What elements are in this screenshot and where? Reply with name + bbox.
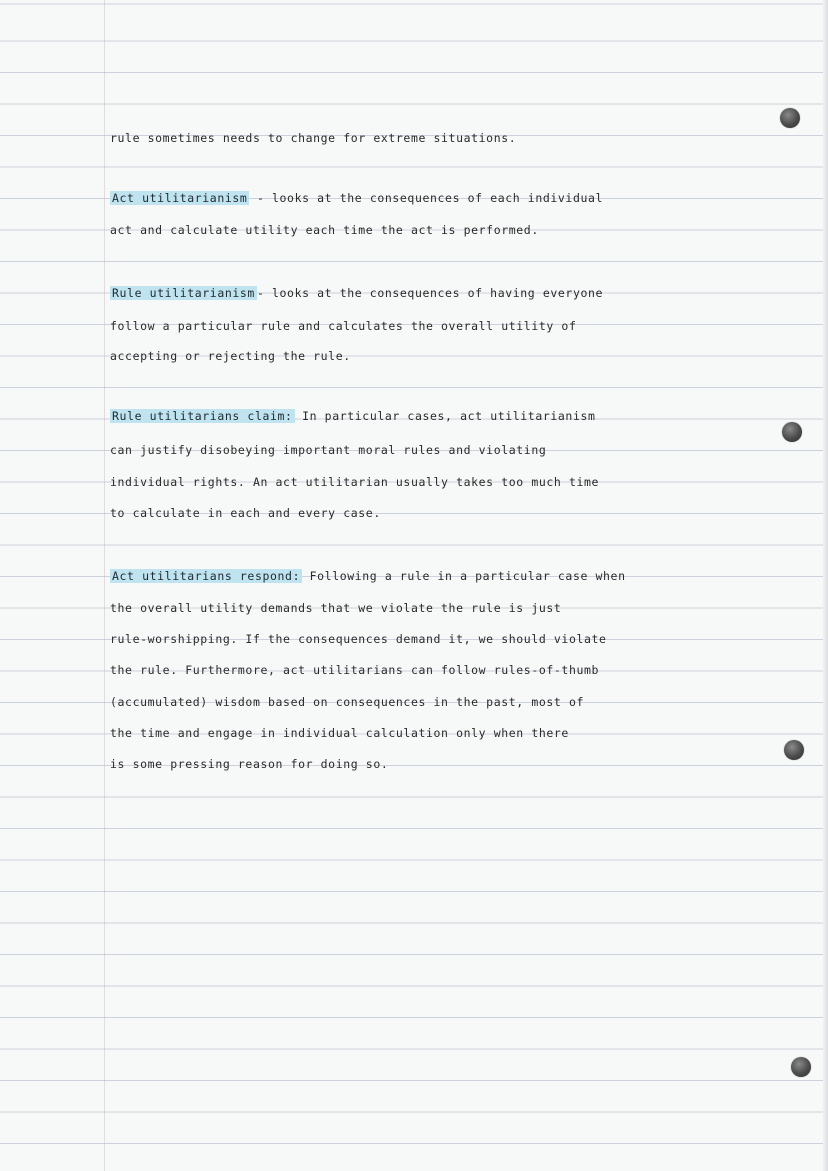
act-respond-line — [110, 568, 626, 584]
punch-hole — [780, 108, 800, 128]
act-respond-line: the rule. Furthermore, act utilitarians can follow rules-of-thumb — [110, 663, 600, 677]
act-respond-line: the overall utility demands that we violate the rule is just — [110, 601, 562, 615]
margin-line — [104, 0, 105, 1171]
rule-line: follow a particular rule and calculates the overall utility of — [110, 319, 577, 333]
punch-hole — [784, 740, 804, 760]
act-line: act and calculate utility each time the act is performed. — [110, 223, 539, 237]
act-respond-line: Following a rule in a particular case when — [302, 569, 626, 583]
rule-claim-line: In particular cases, act utilitarianism — [294, 409, 596, 423]
rule-claim-term: Rule utilitarians claim: — [112, 409, 293, 423]
act-respond-line: the time and engage in individual calculation only when there — [110, 726, 569, 740]
intro-line: rule sometimes needs to change for extreme situations. — [110, 131, 517, 145]
act-respond-line: (accumulated) wisdom based on consequences in the past, most of — [110, 695, 584, 709]
rule-claim-line — [110, 408, 596, 424]
act-respond-line: rule-worshipping. If the consequences demand it, we should violate — [110, 632, 607, 646]
rule-term: Rule utilitarianism — [112, 286, 255, 300]
act-respond-line: is some pressing reason for doing so. — [110, 757, 389, 771]
act-line: - looks at the consequences of each individual — [249, 191, 604, 205]
rule-claim-line: individual rights. An act utilitarian usually takes too much time — [110, 475, 600, 489]
act-definition-line — [110, 190, 603, 206]
page-edge — [823, 0, 828, 1171]
rule-claim-line: to calculate in each and every case. — [110, 506, 381, 520]
rule-definition-line — [110, 285, 603, 301]
act-term: Act utilitarianism — [112, 191, 248, 205]
punch-hole — [791, 1057, 811, 1077]
rule-line: accepting or rejecting the rule. — [110, 349, 351, 363]
act-respond-term: Act utilitarians respond: — [112, 569, 301, 583]
rule-claim-line: can justify disobeying important moral rules and violating — [110, 443, 547, 457]
rule-line: - looks at the consequences of having everyone — [256, 286, 604, 300]
punch-hole — [782, 422, 802, 442]
